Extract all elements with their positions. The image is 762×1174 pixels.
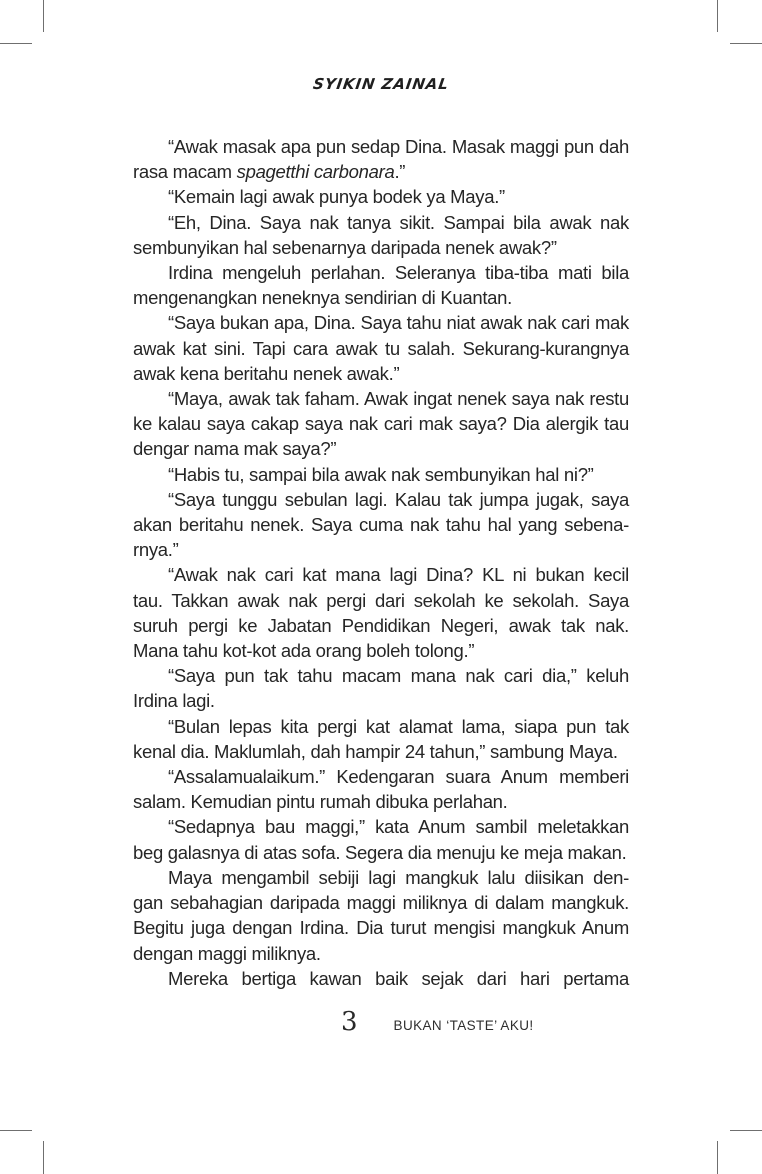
text-line: awak kat sini. Tapi cara awak tu salah. Sekurang-kurangnya	[133, 337, 629, 359]
text-line: “Eh, Dina. Saya nak tanya sikit. Sampai bila awak nak	[168, 211, 629, 233]
crop-mark-bottom-right-horizontal	[730, 1130, 762, 1131]
text-line: Mereka bertiga kawan baik sejak dari hari pertama	[168, 967, 629, 989]
text-line: tau. Takkan awak nak pergi dari sekolah ke sekolah. Saya	[133, 589, 629, 611]
text-line: “Awak masak apa pun sedap Dina. Masak maggi pun dah	[168, 136, 629, 157]
text-line: salam. Kemudian pintu rumah dibuka perlahan.	[133, 791, 508, 813]
text-line: Mana tahu kot-kot ada orang boleh tolong.”	[133, 640, 475, 662]
text-line: Irdina mengeluh perlahan. Seleranya tiba-tiba mati bila	[168, 262, 629, 284]
crop-mark-top-right-horizontal	[730, 43, 762, 44]
text-line: “Saya bukan apa, Dina. Saya tahu niat awak nak cari mak	[168, 312, 629, 334]
text-line: suruh pergi ke Jabatan Pendidikan Negeri, awak tak nak.	[133, 614, 629, 636]
running-header-author: SYIKIN ZAINAL	[311, 75, 451, 93]
crop-mark-bottom-left-horizontal	[0, 1130, 32, 1131]
text-line: rasa macam spagetthi carbonara.”	[133, 161, 406, 183]
text-line: “Kemain lagi awak punya bodek ya Maya.”	[168, 186, 505, 208]
text-line: “Bulan lepas kita pergi kat alamat lama, siapa pun tak	[168, 715, 629, 737]
text-line: “Maya, awak tak faham. Awak ingat nenek saya nak restu	[168, 388, 629, 410]
crop-mark-top-left-vertical	[43, 0, 44, 32]
text-line: “Awak nak cari kat mana lagi Dina? KL ni bukan kecil	[168, 564, 629, 586]
text-line: Begitu juga dengan Irdina. Dia turut mengisi mangkuk Anum	[133, 917, 629, 939]
text-line: rnya.”	[133, 539, 179, 561]
text-line: dengan maggi miliknya.	[133, 942, 321, 964]
page-number: 3	[341, 1007, 358, 1037]
text-line: dengar nama mak saya?”	[133, 438, 337, 460]
text-line: “Assalamualaikum.” Kedengaran suara Anum memberi	[168, 766, 629, 788]
text-line: kenal dia. Maklumlah, dah hampir 24 tahun,” sambung Maya.	[133, 740, 618, 762]
page-footer	[133, 1007, 629, 1037]
text-line: Maya mengambil sebiji lagi mangkuk lalu diisikan den-	[168, 866, 629, 888]
text-line: sembunyikan hal sebenarnya daripada nenek awak?”	[133, 236, 557, 258]
crop-mark-top-left-horizontal	[0, 43, 32, 44]
text-line: “Habis tu, sampai bila awak nak sembunyikan hal ni?”	[168, 463, 594, 485]
body-text	[133, 134, 629, 991]
crop-mark-bottom-right-vertical	[717, 1141, 718, 1174]
text-line: “Saya pun tak tahu macam mana nak cari dia,” keluh	[168, 665, 629, 687]
text-line: “Saya tunggu sebulan lagi. Kalau tak jumpa jugak, saya	[168, 488, 629, 510]
crop-mark-bottom-left-vertical	[43, 1141, 44, 1174]
text-line: “Sedapnya bau maggi,” kata Anum sambil meletakkan	[168, 816, 629, 838]
text-line: beg galasnya di atas sofa. Segera dia menuju ke meja makan.	[133, 841, 627, 863]
crop-mark-top-right-vertical	[717, 0, 718, 32]
text-line: gan sebahagian daripada maggi miliknya di dalam mangkuk.	[133, 892, 629, 914]
book-title: BUKAN ‘TASTE’ AKU!	[393, 1018, 534, 1033]
text-line: ke kalau saya cakap saya nak cari mak saya? Dia alergik tau	[133, 413, 629, 435]
text-line: mengenangkan neneknya sendirian di Kuantan.	[133, 287, 512, 309]
text-line: awak kena beritahu nenek awak.”	[133, 362, 400, 384]
text-line: Irdina lagi.	[133, 690, 215, 712]
text-line: akan beritahu nenek. Saya cuma nak tahu hal yang sebena-	[133, 514, 629, 536]
